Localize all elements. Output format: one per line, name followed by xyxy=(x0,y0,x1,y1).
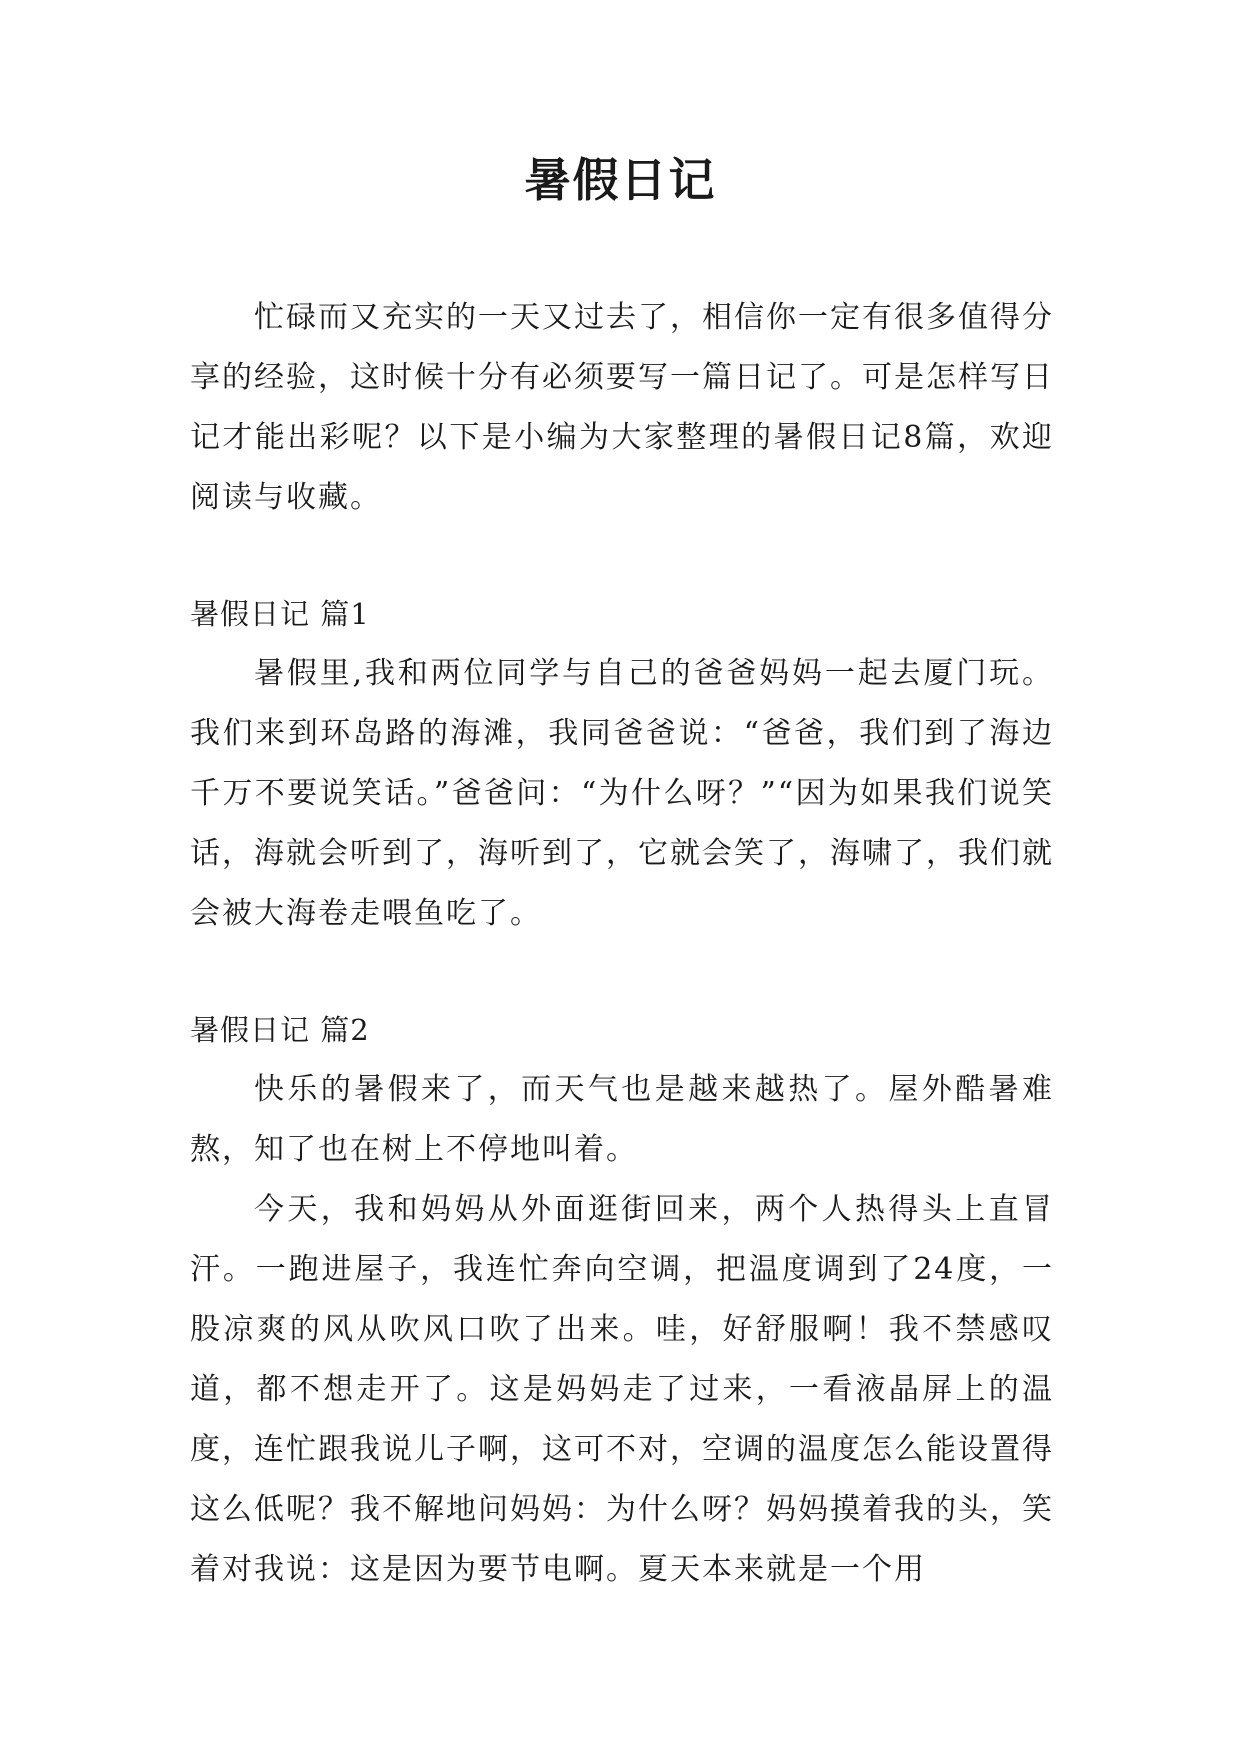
spacer xyxy=(190,528,1054,584)
intro-paragraph: 忙碌而又充实的一天又过去了，相信你一定有很多值得分享的经验，这时候十分有必须要写一篇日记了。可是怎样写日记才能出彩呢？以下是小编为大家整理的暑假日记8篇，欢迎阅读与收藏。 xyxy=(190,300,1054,515)
document-body xyxy=(190,288,1054,1600)
section-1-paragraph-1: 暑假里,我和两位同学与自己的爸爸妈妈一起去厦门玩。我们来到环岛路的海滩，我同爸爸说：“爸爸，我们到了海边千万不要说笑话。”爸爸问：“为什么呀？”“因为如果我们说笑话，海就会听到了，海听到了，它就会笑了，海啸了，我们就会被大海卷走喂鱼吃了。 xyxy=(190,656,1054,931)
section-heading-1: 暑假日记 篇1 xyxy=(190,597,370,631)
section-2-paragraph-1: 快乐的暑假来了，而天气也是越来越热了。屋外酷暑难熬，知了也在树上不停地叫着。 xyxy=(190,1072,1054,1167)
document-title: 暑假日记 xyxy=(524,153,717,207)
spacer xyxy=(190,944,1054,1000)
section-2-paragraph-2: 今天，我和妈妈从外面逛街回来，两个人热得头上直冒汗。一跑进屋子，我连忙奔向空调，把温度调到了24度，一股凉爽的风从吹风口吹了出来。哇，好舒服啊！我不禁感叹道，都不想走开了。这是妈妈走了过来，一看液晶屏上的温度，连忙跟我说儿子啊，这可不对，空调的温度怎么能设置得这么低呢？我不解地问妈妈：为什么呀？妈妈摸着我的头，笑着对我说：这是因为要节电啊。夏天本来就是一个用 xyxy=(190,1192,1054,1587)
section-heading-2: 暑假日记 篇2 xyxy=(190,1013,370,1047)
